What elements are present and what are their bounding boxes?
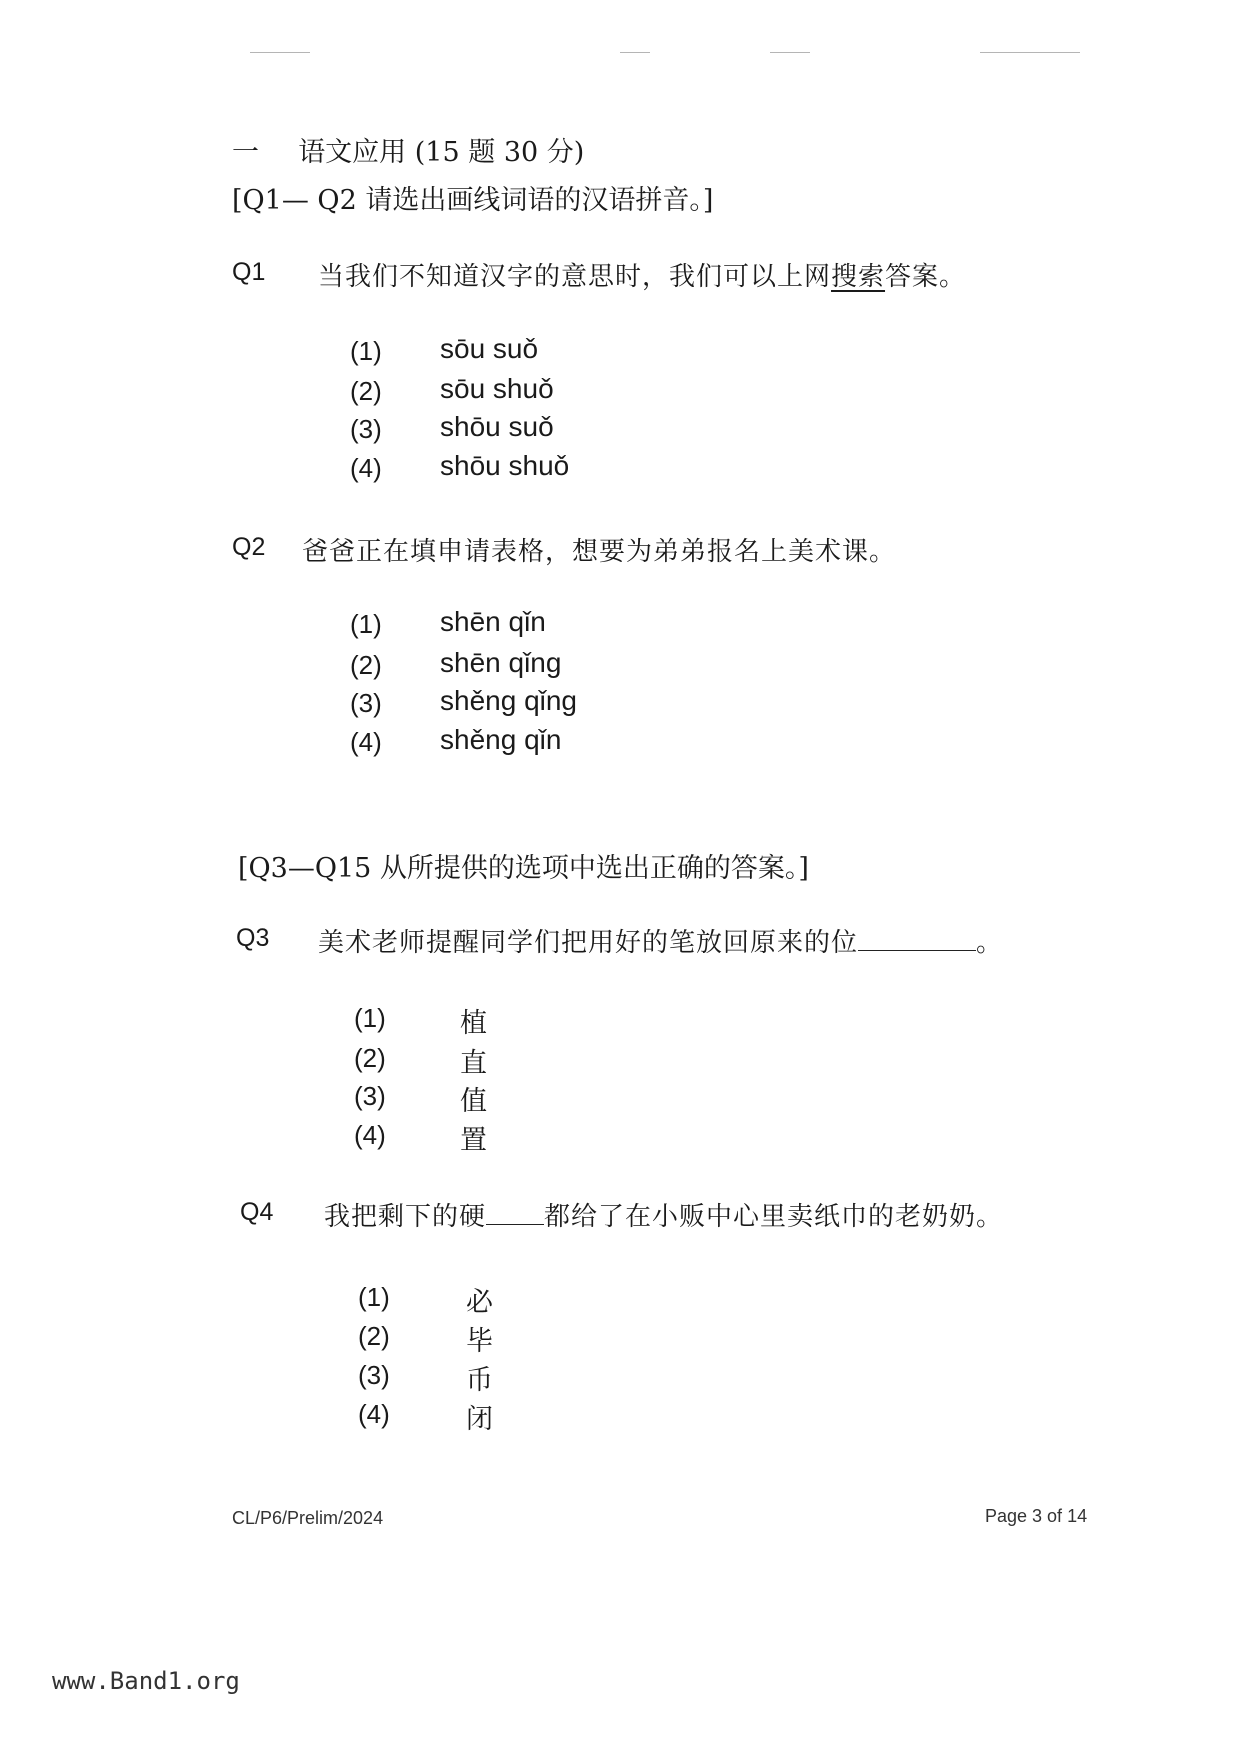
question-text-q2 [302, 531, 896, 568]
underlined-word: 搜索 [831, 262, 886, 292]
option-value: shōu suǒ [440, 411, 554, 442]
option-value: 直 [460, 1048, 487, 1079]
option-number: (1) [354, 1003, 386, 1033]
option-number: (4) [350, 453, 382, 483]
scan-artifact [770, 52, 810, 53]
option-value: 值 [460, 1086, 487, 1117]
answer-blank [486, 1198, 544, 1225]
question-text-q1 [318, 256, 966, 293]
option-number: (3) [354, 1081, 386, 1111]
question-text-segment: 当我们不知道汉字的意思时，我们可以上网 [318, 262, 832, 292]
question-number-q4: Q4 [240, 1198, 274, 1226]
question-text-segment: 我把剩下的硬 [324, 1202, 487, 1232]
watermark: www.Band1.org [52, 1667, 240, 1695]
scan-artifact [980, 52, 1080, 53]
option-number: (2) [354, 1043, 386, 1073]
question-number-q3: Q3 [236, 924, 270, 952]
option-number: (2) [358, 1321, 390, 1351]
section-marker: 一 [232, 137, 259, 168]
answer-blank [858, 924, 976, 951]
instruction-q1-q2: [Q1— Q2 请选出画线词语的汉语拼音。] [232, 185, 714, 216]
section-title: 语文应用 (15 题 30 分) [298, 137, 585, 168]
question-number-q2: Q2 [232, 533, 266, 561]
question-number-q1: Q1 [232, 258, 266, 286]
option-number: (2) [350, 376, 382, 406]
option-value: shēn qǐng [440, 647, 562, 678]
question-text-segment: 答案。 [885, 262, 967, 292]
question-text-segment: 美术老师提醒同学们把用好的笔放回原来的位 [318, 928, 859, 958]
option-number: (2) [350, 650, 382, 680]
question-text-segment: 表格，想要为弟弟报名上美术课。 [491, 537, 897, 567]
option-number: (3) [358, 1360, 390, 1390]
question-text-segment: 都给了在小贩中心里卖纸巾的老奶奶。 [544, 1202, 1004, 1232]
instruction-q3-q15: [Q3—Q15 从所提供的选项中选出正确的答案。] [238, 853, 809, 884]
option-number: (4) [354, 1120, 386, 1150]
section-heading [232, 130, 584, 169]
option-value: shěng qǐn [440, 724, 562, 755]
option-number: (1) [350, 609, 382, 639]
footer-page-number: Page 3 of 14 [985, 1506, 1088, 1526]
option-number: (3) [350, 414, 382, 444]
option-number: (4) [350, 727, 382, 757]
option-value: sōu shuǒ [440, 373, 554, 404]
option-value: 必 [466, 1287, 493, 1318]
target-word: 申请 [437, 537, 492, 567]
footer-code: CL/P6/Prelim/2024 [232, 1508, 384, 1528]
option-number: (1) [350, 336, 382, 366]
option-value: 闭 [466, 1404, 493, 1435]
question-text-segment: 爸爸正在填 [302, 537, 438, 567]
option-number: (1) [358, 1282, 390, 1312]
question-text-segment: 。 [976, 928, 1004, 958]
option-number: (4) [358, 1399, 390, 1429]
option-value: 置 [460, 1125, 487, 1156]
option-value: 毕 [466, 1326, 493, 1357]
option-value: shēn qǐn [440, 606, 546, 637]
option-value: 植 [460, 1008, 487, 1039]
option-value: sōu suǒ [440, 333, 539, 364]
option-value: 币 [466, 1365, 493, 1396]
option-value: shōu shuǒ [440, 450, 570, 481]
question-text-q3 [318, 922, 1003, 959]
option-value: shěng qǐng [440, 685, 578, 716]
question-text-q4 [324, 1196, 1003, 1233]
option-number: (3) [350, 688, 382, 718]
scan-artifact [250, 52, 310, 53]
scan-artifact [620, 52, 650, 53]
